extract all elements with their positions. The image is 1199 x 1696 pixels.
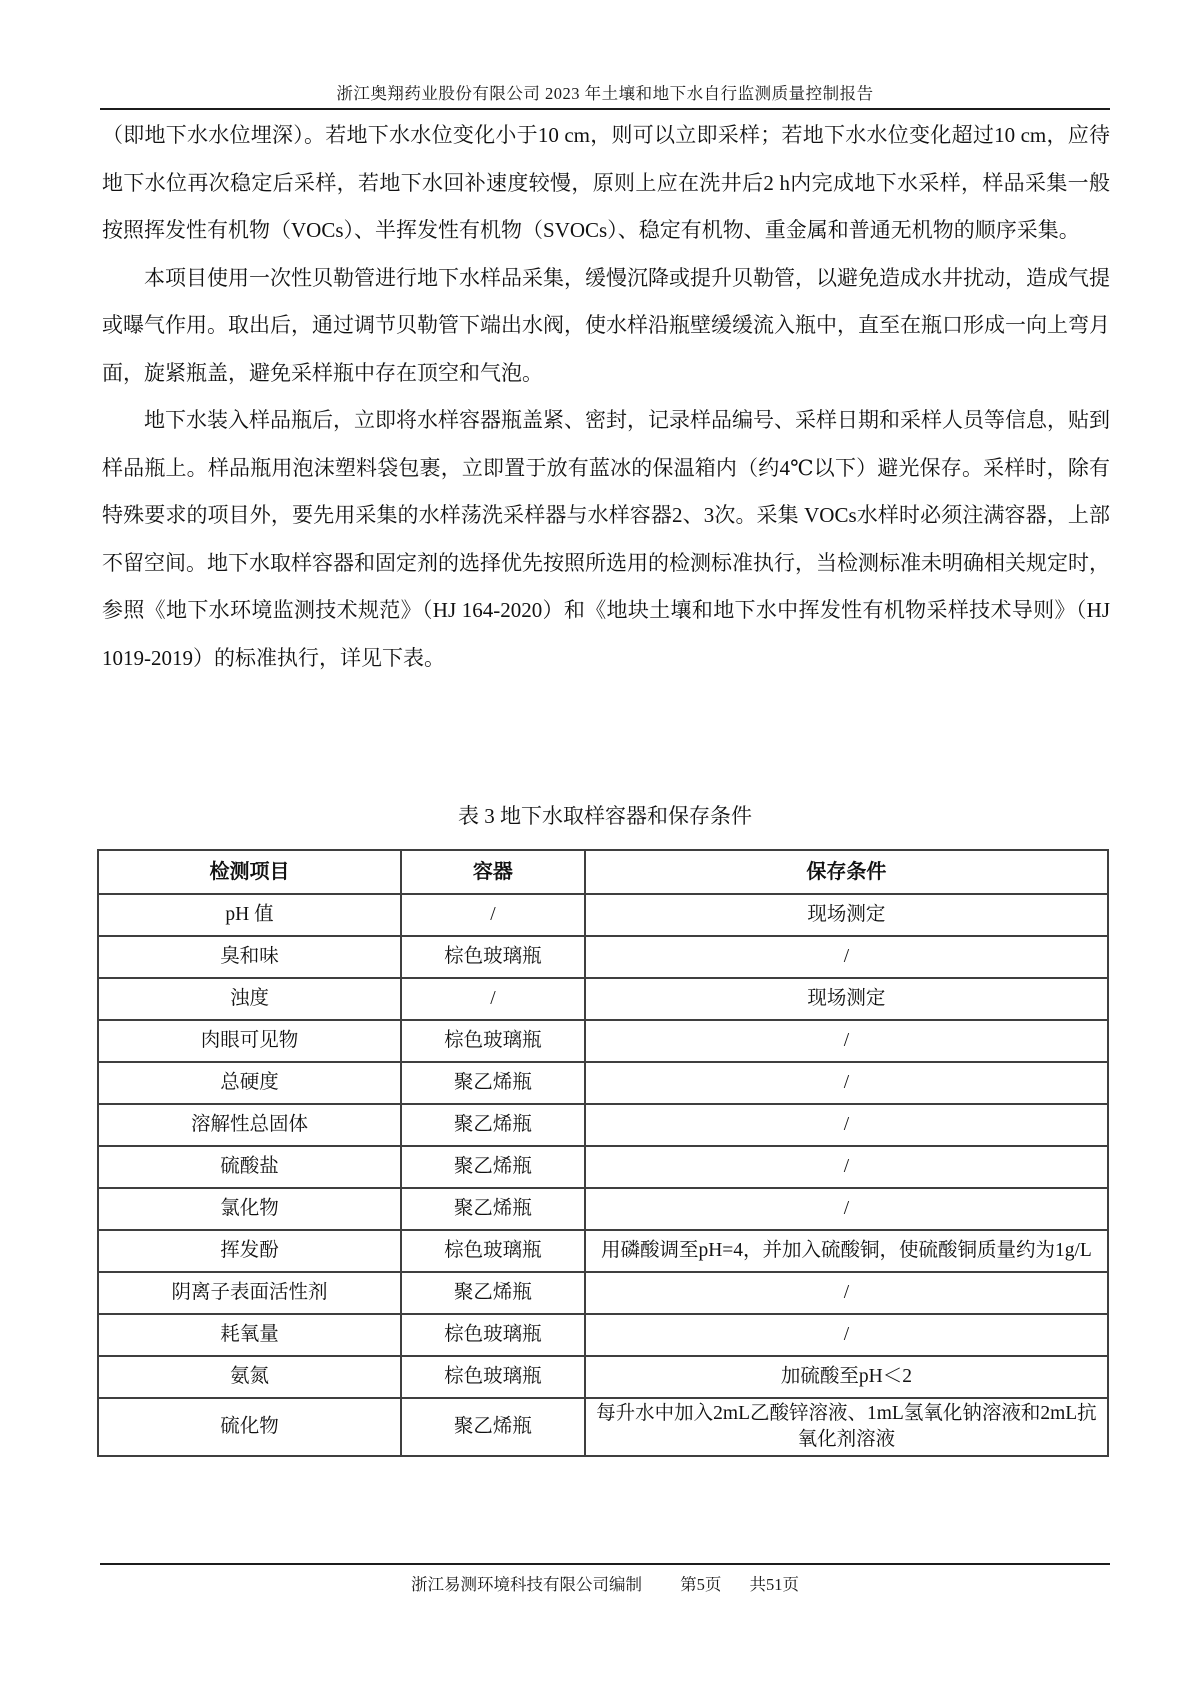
table-caption: 表 3 地下水取样容器和保存条件 bbox=[458, 804, 752, 828]
table-cell: 聚乙烯瓶 bbox=[401, 1062, 585, 1104]
table-cell: 臭和味 bbox=[98, 936, 401, 978]
table-cell: 每升水中加入2mL乙酸锌溶液、1mL氢氧化钠溶液和2mL抗氧化剂溶液 bbox=[585, 1398, 1108, 1456]
footer-rule bbox=[100, 1563, 1110, 1565]
table-cell: 耗氧量 bbox=[98, 1314, 401, 1356]
footer-publisher: 浙江易测环境科技有限公司编制 bbox=[411, 1575, 642, 1594]
table-cell: 棕色玻璃瓶 bbox=[401, 1020, 585, 1062]
table-row bbox=[98, 1104, 1108, 1146]
table-cell: / bbox=[585, 1272, 1108, 1314]
footer-page-total: 共51页 bbox=[749, 1575, 799, 1594]
table-cell: 总硬度 bbox=[98, 1062, 401, 1104]
table-cell: 聚乙烯瓶 bbox=[401, 1188, 585, 1230]
table-cell: 浊度 bbox=[98, 978, 401, 1020]
table-row bbox=[98, 1230, 1108, 1272]
footer-page-number: 第5页 bbox=[680, 1575, 722, 1594]
table-row bbox=[98, 1356, 1108, 1398]
paragraph: 地下水装入样品瓶后，立即将水样容器瓶盖紧、密封，记录样品编号、采样日期和采样人员等信息，贴到样品瓶上。样品瓶用泡沫塑料袋包裹，立即置于放有蓝冰的保温箱内（约4℃以下）避光保存。采样时，除有特殊要求的项目外，要先用采集的水样荡洗采样器与水样容器2、3次。采集 VOCs水样时必须注满容器，上部不留空间。地下水取样容器和固定剂的选择优先按照所选用的检测标准执行，当检测标准未明确相关规定时，参照《地下水环境监测技术规范》（HJ 164-2020）和《地块土壤和地下水中挥发性有机物采样技术导则》（HJ 1019-2019）的标准执行，详见下表。 bbox=[102, 408, 1110, 670]
table-cell: / bbox=[585, 1314, 1108, 1356]
table-cell: 棕色玻璃瓶 bbox=[401, 1314, 585, 1356]
table-cell: / bbox=[585, 1146, 1108, 1188]
table-cell: 现场测定 bbox=[585, 978, 1108, 1020]
table-cell: 聚乙烯瓶 bbox=[401, 1398, 585, 1456]
table-cell: / bbox=[401, 894, 585, 936]
table-row bbox=[98, 1398, 1108, 1456]
table-cell: 挥发酚 bbox=[98, 1230, 401, 1272]
sampling-container-table bbox=[97, 849, 1109, 1457]
table-row bbox=[98, 1020, 1108, 1062]
table-cell: / bbox=[585, 1062, 1108, 1104]
body-text bbox=[102, 112, 1110, 682]
table-row bbox=[98, 1272, 1108, 1314]
table-cell: 加硫酸至pH＜2 bbox=[585, 1356, 1108, 1398]
table-cell: 肉眼可见物 bbox=[98, 1020, 401, 1062]
table-cell: 阴离子表面活性剂 bbox=[98, 1272, 401, 1314]
table-row bbox=[98, 894, 1108, 936]
table-cell: 聚乙烯瓶 bbox=[401, 1272, 585, 1314]
paragraph: （即地下水水位埋深）。若地下水水位变化小于10 cm，则可以立即采样；若地下水水位变化超过10 cm，应待地下水位再次稳定后采样，若地下水回补速度较慢，原则上应在洗井后2 h内完成地下水采样，样品采集一般按照挥发性有机物（VOCs）、半挥发性有机物（SVOCs）、稳定有机物、重金属和普通无机物的顺序采集。 bbox=[102, 123, 1110, 242]
table-cell: / bbox=[585, 1104, 1108, 1146]
page-header-title: 浙江奥翔药业股份有限公司 2023 年土壤和地下水自行监测质量控制报告 bbox=[336, 84, 874, 103]
table-cell: 聚乙烯瓶 bbox=[401, 1104, 585, 1146]
table-body bbox=[98, 894, 1108, 1456]
table-row bbox=[98, 936, 1108, 978]
table-column-header: 检测项目 bbox=[98, 850, 401, 894]
table-cell: / bbox=[585, 1188, 1108, 1230]
table-cell: 聚乙烯瓶 bbox=[401, 1146, 585, 1188]
table-cell: 棕色玻璃瓶 bbox=[401, 1356, 585, 1398]
table-cell: / bbox=[585, 1020, 1108, 1062]
table-cell: 棕色玻璃瓶 bbox=[401, 936, 585, 978]
table-row bbox=[98, 1314, 1108, 1356]
paragraph: 本项目使用一次性贝勒管进行地下水样品采集，缓慢沉降或提升贝勒管，以避免造成水井扰动，造成气提或曝气作用。取出后，通过调节贝勒管下端出水阀，使水样沿瓶壁缓缓流入瓶中，直至在瓶口形成一向上弯月面，旋紧瓶盖，避免采样瓶中存在顶空和气泡。 bbox=[102, 265, 1110, 385]
table-cell: 氯化物 bbox=[98, 1188, 401, 1230]
table-row bbox=[98, 978, 1108, 1020]
table-cell: 溶解性总固体 bbox=[98, 1104, 401, 1146]
table-cell: / bbox=[585, 936, 1108, 978]
table-row bbox=[98, 1188, 1108, 1230]
page-footer bbox=[100, 1571, 1110, 1595]
table-cell: 棕色玻璃瓶 bbox=[401, 1230, 585, 1272]
table-column-header: 保存条件 bbox=[585, 850, 1108, 894]
table-row bbox=[98, 1146, 1108, 1188]
table-cell: pH 值 bbox=[98, 894, 401, 936]
table-column-header: 容器 bbox=[401, 850, 585, 894]
header-rule bbox=[100, 108, 1110, 110]
table-row bbox=[98, 1062, 1108, 1104]
table-cell: 现场测定 bbox=[585, 894, 1108, 936]
table-cell: 氨氮 bbox=[98, 1356, 401, 1398]
table-cell: 硫化物 bbox=[98, 1398, 401, 1456]
table-cell: / bbox=[401, 978, 585, 1020]
table-cell: 用磷酸调至pH=4，并加入硫酸铜，使硫酸铜质量约为1g/L bbox=[585, 1230, 1108, 1272]
table-cell: 硫酸盐 bbox=[98, 1146, 401, 1188]
table-header-row bbox=[98, 850, 1108, 894]
